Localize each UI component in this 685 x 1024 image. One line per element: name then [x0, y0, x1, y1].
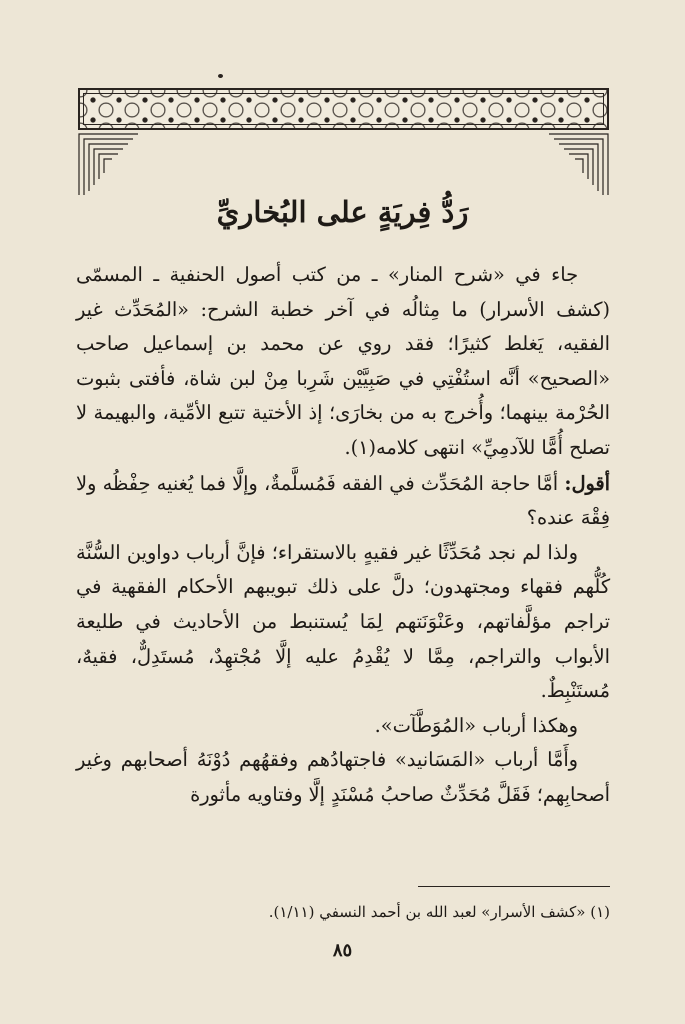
- left-corner-lines: [78, 133, 138, 195]
- page-number: ٨٥: [332, 940, 353, 961]
- ornament-dot: [218, 74, 223, 78]
- paragraph-response: [76, 467, 610, 536]
- right-corner-lines: [549, 133, 609, 195]
- footnote-rule: [418, 886, 610, 887]
- keyword-aqool: أقول:: [564, 471, 610, 495]
- header-ornament-frame: [83, 93, 604, 125]
- paragraph-response-text: أمَّا حاجة المُحَدِّث في الفقه فَمُسلَّمةٌ، وإلَّا فما يُغنيه حِفْظُه ولا فِقْهَ عنده؟: [76, 471, 610, 530]
- footnote: (١) «كشف الأسرار» لعبد الله بن أحمد النسفي (١/١١).: [268, 903, 610, 921]
- body-text: [76, 258, 610, 813]
- paragraph-masanid: وأَمَّا أرباب «المَسَانيد» فاجتهادُهم وفقهُهم دُوْنَهُ أصحابهم وغير أصحابِهم؛ فَقَلَّ مُحَدِّثٌ صاحبُ مُسْنَدٍ إلَّا وفتاويه مأثورة: [76, 748, 610, 806]
- header-ornament: [78, 88, 609, 130]
- page-title: رَدُّ فِريَةٍ على البُخاريِّ: [216, 195, 469, 230]
- paragraph-quote: جاء في «شرح المنار» ـ من كتب أصول الحنفية ـ المسمّى (كشف الأسرار) ما مِثالُه في آخر خطبة الشرح: «المُحَدِّث غير الفقيه، يَغلط كثيرًا؛ فقد روي عن محمد بن إسماعيل صاحب «الصحيح» أنَّه استُفْتِي في صَبِيَّيْن شَرِبا مِنْ لبن شاة، فأفتى بثبوت الحُرْمة بينهما؛ وأُخرج به من بخارَى؛ إذ الأختية تتبع الأمِّية، والبهيمة لا تصلح أُمًّا للآدمِيِّ» انتهى كلامه(١).: [76, 263, 610, 459]
- paragraph-muwattaat: وهكذا أرباب «المُوَطَّآت».: [374, 713, 578, 737]
- paragraph-induction: ولذا لم نجد مُحَدِّثًا غير فقيهٍ بالاستقراء؛ فإنَّ أرباب دواوين السُّنَّة كُلُّهم فقهاء ومجتهدون؛ دلَّ على ذلك تبويبهم الأحكام الفقهية في تراجم مؤلَّفاتهم، وعَنْوَنَتهم لِمَا يُستنبط من الأحاديث في طليعة الأبواب والتراجم، مِمَّا لا يُقْدِمُ عليه إلَّا مُجْتهِدٌ، مُستَدِلٌّ، فقيهٌ، مُستَنْبِطٌ.: [76, 540, 610, 703]
